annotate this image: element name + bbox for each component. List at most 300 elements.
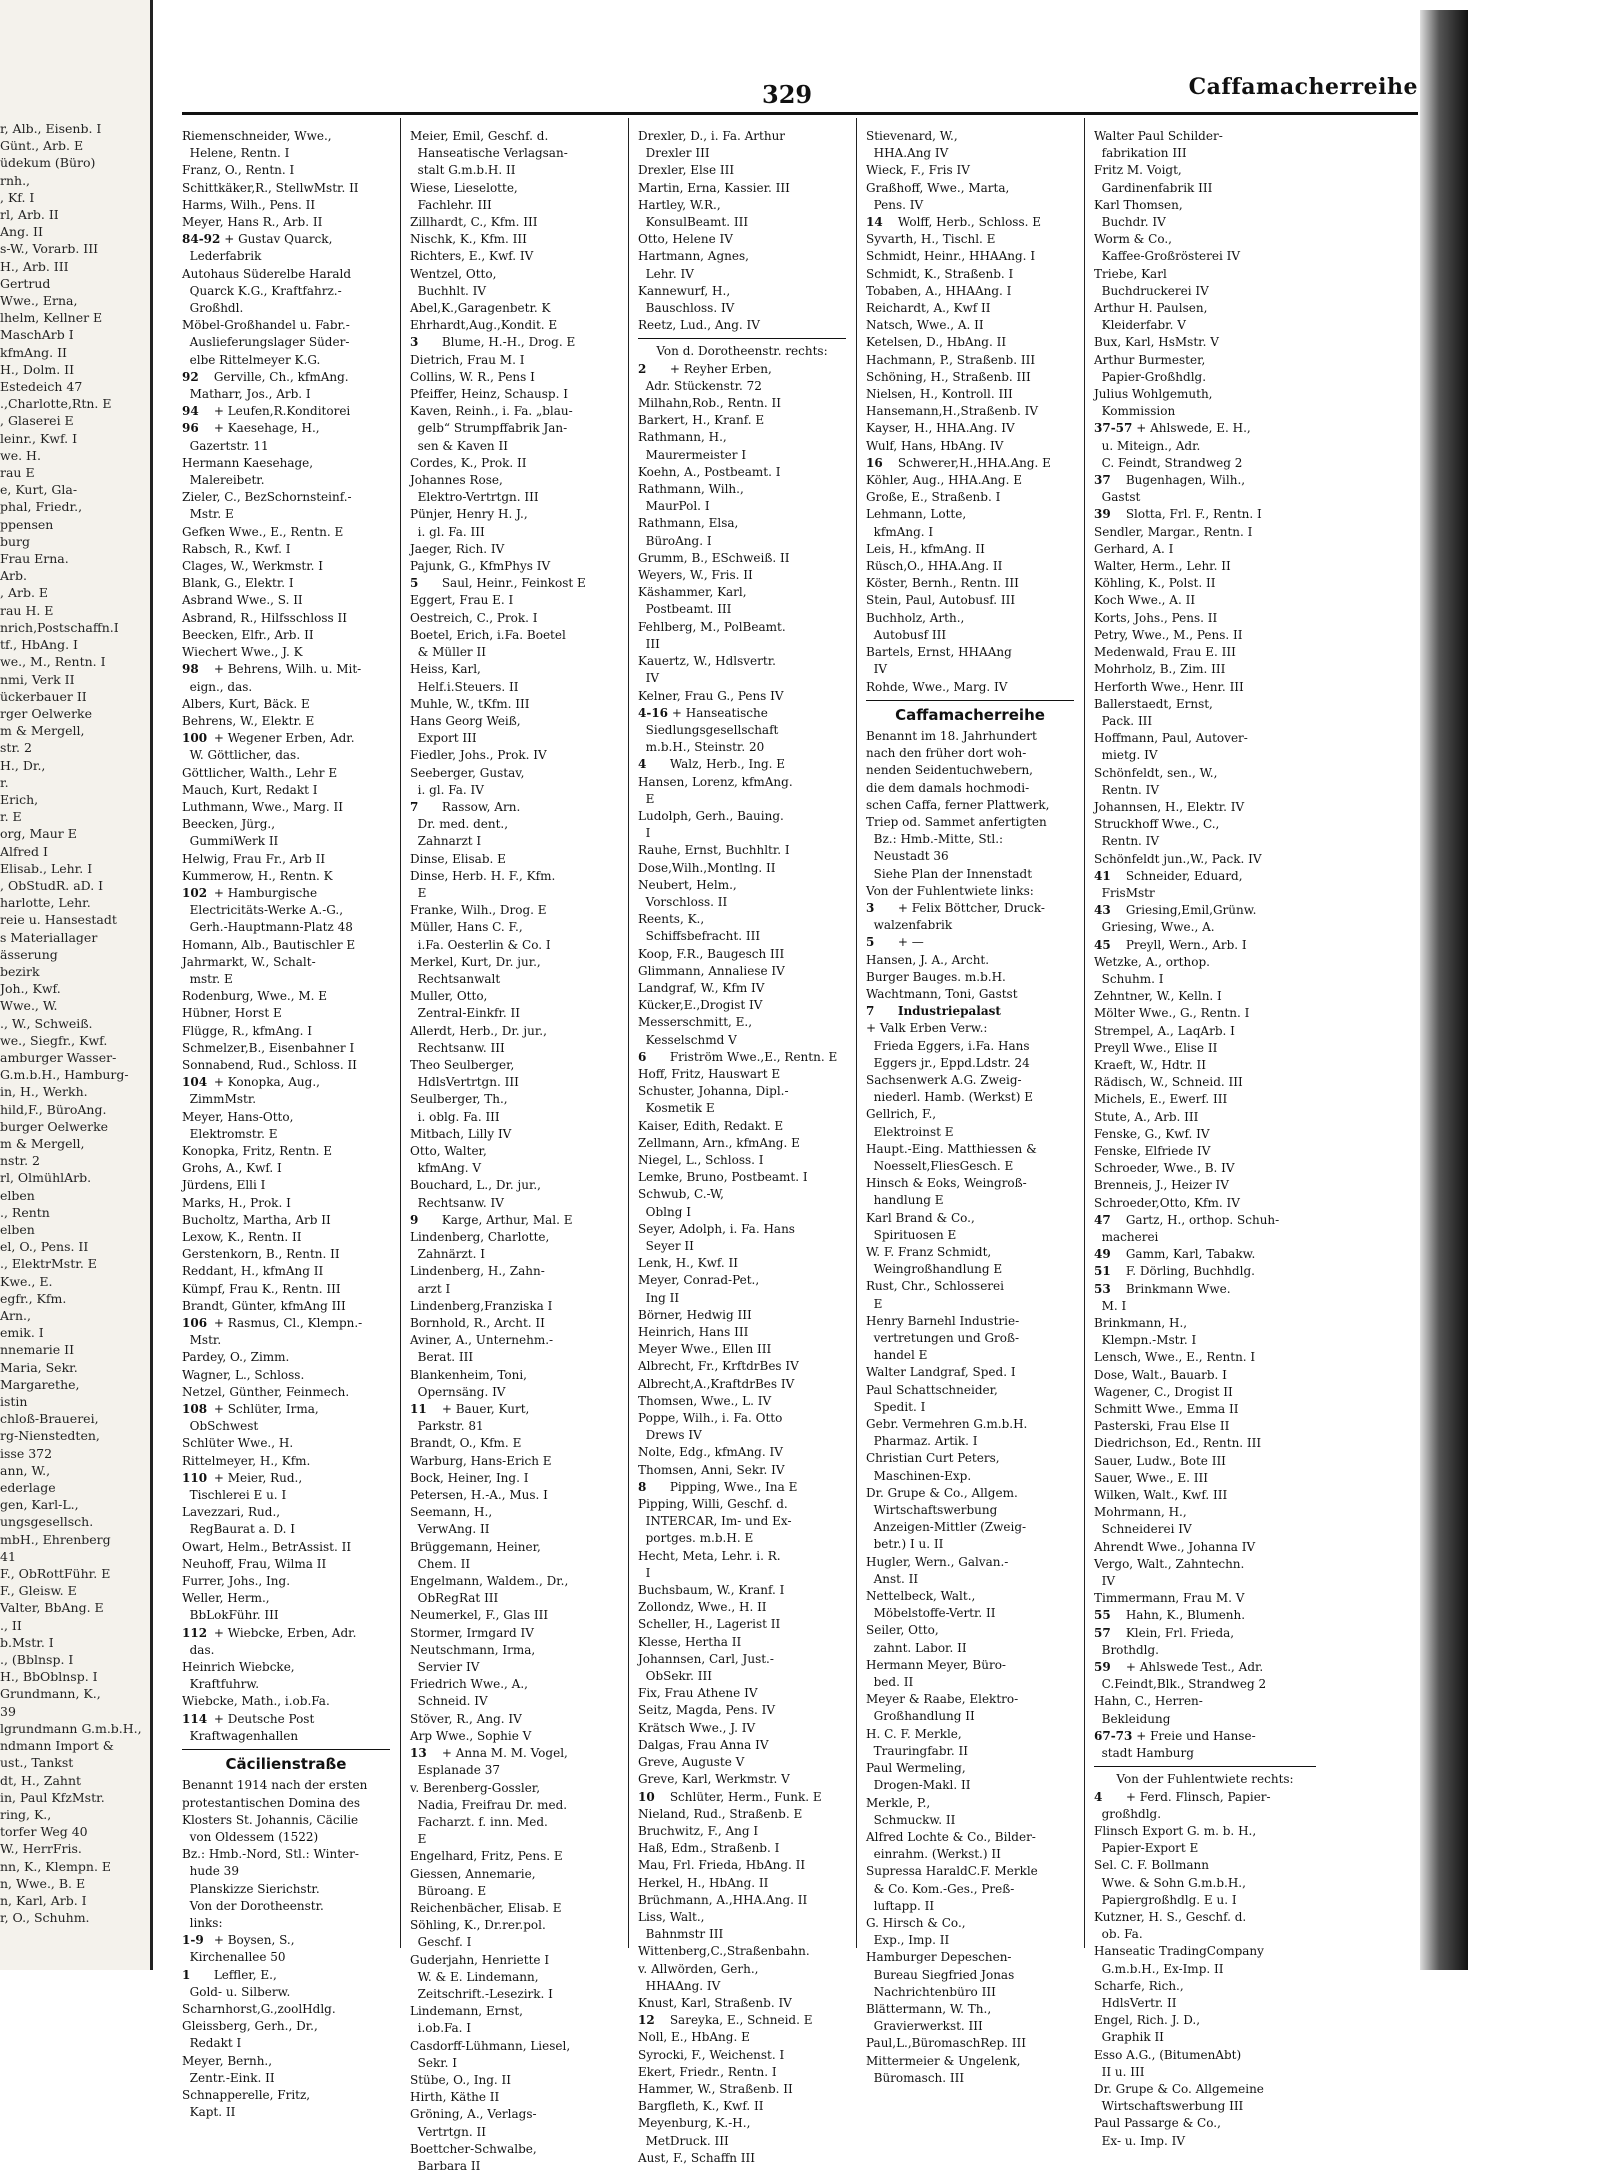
entry-text: Kirchenallee 50: [182, 1950, 286, 1965]
entry-text: Hammer, W., Straßenb. II: [638, 2081, 793, 2096]
directory-entry: [638, 1496, 846, 1513]
directory-entry: [866, 266, 1074, 283]
directory-entry: [410, 1848, 618, 1865]
directory-entry: [638, 1427, 846, 1444]
entry-text: Kaven, Reinh., i. Fa. „blau-: [410, 404, 573, 419]
entry-text: Industriepalast: [897, 1004, 1001, 1019]
entry-text: Zellmann, Arn., kfmAng. E: [638, 1135, 800, 1150]
directory-entry: [638, 1565, 846, 1582]
entry-text: Kümpf, Frau K., Rentn. III: [182, 1281, 341, 1296]
entry-text: Sekr. I: [410, 2055, 458, 2070]
entry-text: Engelmann, Waldem., Dr.,: [410, 1574, 569, 1589]
directory-entry: [638, 248, 846, 265]
directory-entry: [866, 917, 1074, 934]
directory-entry: [866, 1141, 1074, 1158]
entry-text: Knust, Karl, Straßenb. IV: [638, 1995, 792, 2010]
fragment-line: rg-Nienstedten,: [0, 1428, 100, 1444]
directory-entry: [182, 558, 390, 575]
entry-text: Karl Thomsen,: [1094, 197, 1183, 212]
entry-text: Börner, Hedwig III: [638, 1307, 752, 1322]
directory-entry: [182, 1315, 390, 1332]
entry-text: i. gl. Fa. IV: [410, 782, 484, 797]
entry-text: Owart, Helm., BetrAssist. II: [182, 1539, 352, 1554]
directory-entry: [182, 2070, 390, 2087]
directory-entry: [866, 934, 1074, 951]
entry-text: Netzel, Günther, Feinmech.: [182, 1384, 350, 1399]
directory-entry: [182, 1795, 390, 1812]
fragment-line: F., Gleisw. E: [0, 1583, 77, 1599]
directory-entry: [638, 361, 846, 378]
entry-text: + Ferd. Flinsch, Papier-: [1125, 1789, 1271, 1804]
column-4: [866, 128, 1074, 2085]
directory-entry: [182, 1005, 390, 1022]
entry-text: Ahrendt Wwe., Johanna IV: [1094, 1539, 1256, 1554]
entry-text: Gerstenkorn, B., Rentn. II: [182, 1247, 340, 1262]
directory-entry: [1094, 2012, 1316, 2029]
entry-text: C.Feindt,Blk., Strandweg 2: [1094, 1677, 1267, 1692]
house-number: 1-9: [182, 1933, 204, 1948]
entry-text: Schönfeldt, sen., W.,: [1094, 765, 1218, 780]
directory-entry: [410, 1573, 618, 1590]
entry-text: Gold- u. Silberw.: [182, 1984, 291, 1999]
directory-entry: [866, 145, 1074, 162]
entry-text: Schnapperelle, Fritz,: [182, 2087, 311, 2102]
entry-text: + Freie und Hanse-: [1136, 1728, 1256, 1743]
entry-text: Medenwald, Frau E. III: [1094, 645, 1236, 660]
entry-text: Kesselschmd V: [638, 1032, 737, 1047]
entry-text: Elektromstr. E: [182, 1126, 278, 1141]
entry-text: + Kaesehage, H.,: [213, 421, 320, 436]
entry-text: von Oldessem (1522): [182, 1829, 319, 1844]
entry-text: + Ahlswede, E. H.,: [1136, 421, 1251, 436]
fragment-line: in, Paul KfzMstr.: [0, 1789, 105, 1805]
house-number: 67-73: [1094, 1728, 1133, 1743]
entry-text: Heinrich Wiebcke,: [182, 1660, 295, 1675]
entry-text: Meyer Wwe., Ellen III: [638, 1342, 772, 1357]
directory-entry: [866, 1175, 1074, 1192]
directory-entry: [866, 1640, 1074, 1657]
entry-text: i.ob.Fa. I: [410, 2021, 472, 2036]
entry-text: Mohrmann, H.,: [1094, 1505, 1187, 1520]
entry-text: macherei: [1094, 1230, 1159, 1244]
entry-text: Friedrich Wwe., A.,: [410, 1677, 528, 1692]
entry-text: W. Göttlicher, das.: [182, 748, 301, 763]
directory-entry: [182, 162, 390, 179]
directory-entry: [1094, 1875, 1316, 1892]
directory-entry: [638, 1083, 846, 1100]
directory-entry: [182, 1693, 390, 1710]
directory-entry: [182, 679, 390, 696]
directory-entry: [638, 1255, 846, 1272]
house-number: 96: [182, 421, 199, 436]
entry-text: schen Caffa, ferner Plattwerk,: [866, 797, 1050, 812]
entry-text: Drews IV: [638, 1428, 702, 1443]
directory-entry: [182, 1470, 390, 1487]
house-number: 10: [638, 1789, 655, 1804]
entry-text: Gastst: [1094, 490, 1141, 505]
entry-text: nenden Seidentuchwebern,: [866, 763, 1033, 778]
entry-text: Nielsen, H., Kontroll. III: [866, 387, 1013, 402]
directory-entry: [638, 756, 846, 773]
entry-text: + Valk Erben Verw.:: [866, 1021, 988, 1036]
entry-text: Rechtsanw. IV: [410, 1195, 504, 1210]
directory-entry: [866, 420, 1074, 437]
directory-entry: [410, 868, 618, 885]
entry-text: Clages, W., Werkmstr. I: [182, 559, 324, 574]
directory-entry: [182, 506, 390, 523]
entry-text: Hinsch & Eoks, Weingroß-: [866, 1176, 1027, 1191]
entry-text: + Gustav Quarck,: [224, 232, 333, 247]
entry-text: Export III: [410, 731, 477, 746]
entry-text: Schlüter Wwe., H.: [182, 1436, 294, 1451]
directory-entry: [182, 541, 390, 558]
entry-text: walzenfabrik: [866, 918, 953, 933]
house-number: 13: [410, 1746, 427, 1761]
entry-text: Schittkäker,R., StellwMstr. II: [182, 180, 359, 195]
directory-entry: [638, 128, 846, 145]
directory-entry: [1094, 1023, 1316, 1040]
directory-entry: [1094, 1332, 1316, 1349]
directory-entry: [866, 369, 1074, 386]
directory-entry: [866, 1881, 1074, 1898]
entry-text: Gefken Wwe., E., Rentn. E: [182, 524, 344, 539]
directory-entry: [638, 1290, 846, 1307]
entry-text: Kommission: [1094, 404, 1176, 419]
entry-text: stadt Hamburg: [1094, 1746, 1194, 1761]
entry-text: Brüggemann, Heiner,: [410, 1539, 541, 1554]
directory-entry: [866, 1192, 1074, 1209]
fragment-line: F., ObRottFühr. E: [0, 1566, 111, 1582]
entry-text: Fachlehr. III: [410, 197, 492, 212]
entry-text: Triep od. Sammet anfertigten: [866, 814, 1047, 829]
directory-entry: [1094, 2064, 1316, 2081]
entry-text: mietg. IV: [1094, 748, 1158, 763]
directory-entry: [638, 1479, 846, 1496]
directory-entry: [410, 816, 618, 833]
directory-entry: [866, 1468, 1074, 1485]
entry-text: Maschinen-Exp.: [866, 1468, 972, 1483]
entry-text: Koehn, A., Postbeamt. I: [638, 464, 781, 479]
entry-text: Diedrichson, Ed., Rentn. III: [1094, 1436, 1262, 1451]
directory-entry: [410, 369, 618, 386]
directory-entry: [638, 412, 846, 429]
directory-entry: [866, 848, 1074, 865]
directory-entry: [182, 1298, 390, 1315]
house-number: 11: [410, 1402, 427, 1417]
directory-entry: [638, 197, 846, 214]
house-number: 53: [1094, 1281, 1111, 1296]
entry-text: Zentral-Einkfr. II: [410, 1006, 520, 1021]
directory-entry: [638, 1186, 846, 1203]
entry-text: Büroang. E: [410, 1883, 487, 1898]
entry-text: Hamburger Depeschen-: [866, 1950, 1012, 1965]
directory-entry: [182, 747, 390, 764]
entry-text: Mauch, Kurt, Redakt I: [182, 782, 318, 797]
directory-entry: [866, 679, 1074, 696]
house-number: 9: [410, 1212, 419, 1227]
entry-text: Klosters St. Johannis, Cäcilie: [182, 1812, 359, 1827]
directory-entry: [1094, 1539, 1316, 1556]
directory-entry: [1094, 1857, 1316, 1874]
directory-entry: [866, 1657, 1074, 1674]
entry-text: Große, E., Straßenb. I: [866, 490, 1001, 505]
directory-entry: [638, 395, 846, 412]
entry-text: Autohaus Süderelbe Harald: [182, 266, 352, 281]
directory-entry: [1094, 1418, 1316, 1435]
directory-entry: [866, 1416, 1074, 1433]
entry-text: & Co. Kom.-Ges., Preß-: [866, 1881, 1015, 1896]
entry-text: Stein, Paul, Autobusf. III: [866, 593, 1016, 608]
directory-entry: [410, 1109, 618, 1126]
entry-text: M. I: [1094, 1298, 1127, 1313]
directory-entry: [638, 266, 846, 283]
entry-text: Kummerow, H., Rentn. K: [182, 868, 333, 883]
directory-entry: [182, 1829, 390, 1846]
directory-entry: [1094, 1909, 1316, 1926]
entry-text: Kaiser, Edith, Redakt. E: [638, 1118, 784, 1133]
entry-text: Graßhoff, Wwe., Marta,: [866, 180, 1010, 195]
directory-entry: [410, 283, 618, 300]
house-number: 37: [1094, 473, 1111, 488]
directory-entry: [638, 567, 846, 584]
fragment-line: Alfred I: [0, 843, 48, 859]
entry-text: Neuhoff, Frau, Wilma II: [182, 1556, 327, 1571]
entry-text: Schmuckw. II: [866, 1812, 956, 1827]
entry-text: Lehmann, Lotte,: [866, 507, 967, 522]
column-divider: [1084, 118, 1085, 1948]
directory-entry: [182, 180, 390, 197]
entry-text: Schuhm. I: [1094, 971, 1164, 986]
entry-text: I: [638, 826, 651, 841]
fragment-line: ässerung: [0, 946, 58, 962]
column-3: [638, 128, 846, 2165]
house-number: 16: [866, 455, 883, 470]
entry-text: Schmelzer,B., Eisenbahner I: [182, 1040, 355, 1055]
directory-entry: [410, 231, 618, 248]
entry-text: Maurermeister I: [638, 447, 747, 462]
directory-entry: [1094, 868, 1316, 885]
directory-entry: [638, 1840, 846, 1857]
fragment-line: .,Charlotte,Rtn. E: [0, 396, 112, 412]
directory-entry: [866, 1898, 1074, 1915]
directory-entry: [410, 1952, 618, 1969]
entry-text: Planskizze Sierichstr.: [182, 1881, 320, 1896]
directory-entry: [866, 248, 1074, 265]
directory-entry: [638, 1204, 846, 1221]
directory-entry: [182, 782, 390, 799]
entry-text: Schmitt Wwe., Emma II: [1094, 1402, 1239, 1417]
directory-entry: [1094, 1607, 1316, 1624]
directory-entry: [638, 1823, 846, 1840]
directory-entry: [182, 214, 390, 231]
entry-text: Wiechert Wwe., J. K: [182, 645, 303, 660]
entry-text: Schuster, Johanna, Dipl.-: [638, 1084, 789, 1099]
directory-entry: [638, 1978, 846, 1995]
entry-text: + Felix Böttcher, Druck-: [897, 900, 1045, 915]
entry-text: III: [638, 636, 660, 651]
directory-entry: [182, 369, 390, 386]
directory-entry: [410, 162, 618, 179]
directory-entry: [866, 283, 1074, 300]
entry-text: Wagener, C., Drogist II: [1094, 1384, 1233, 1399]
directory-entry: [1094, 2098, 1316, 2115]
directory-entry: [410, 128, 618, 145]
directory-entry: [182, 627, 390, 644]
directory-entry: [410, 197, 618, 214]
directory-entry: [638, 825, 846, 842]
entry-text: Dr. Grupe & Co., Allgem.: [866, 1485, 1018, 1500]
directory-entry: [182, 2001, 390, 2018]
directory-entry: [410, 1126, 618, 1143]
directory-entry: [182, 1932, 390, 1949]
entry-text: Seitz, Magda, Pens. IV: [638, 1703, 776, 1718]
directory-entry: [182, 1384, 390, 1401]
entry-text: Ehrhardt,Aug.,Kondit. E: [410, 318, 558, 333]
directory-entry: [866, 1313, 1074, 1330]
entry-text: Neumerkel, F., Glas III: [410, 1608, 549, 1623]
direction-note: Von d. Dorotheenstr. rechts:: [656, 344, 828, 359]
entry-text: Paul Schattschneider,: [866, 1382, 998, 1397]
entry-text: Frieda Eggers, i.Fa. Hans: [866, 1038, 1030, 1053]
directory-entry: [182, 1332, 390, 1349]
entry-text: Zeitschrift.-Lesezirk. I: [410, 1986, 553, 2001]
directory-entry: [866, 1863, 1074, 1880]
fragment-line: ., ElektrMstr. E: [0, 1256, 97, 1272]
entry-text: Ketelsen, D., HbAng. II: [866, 335, 1007, 350]
directory-entry: [1094, 885, 1316, 902]
fragment-line: ., (Bblnsp. I: [0, 1652, 74, 1668]
directory-entry: [638, 2047, 846, 2064]
entry-text: Rassow, Arn.: [441, 799, 521, 814]
fragment-line: lgrundmann G.m.b.H.,: [0, 1720, 142, 1736]
entry-text: Hecht, Meta, Lehr. i. R.: [638, 1548, 781, 1563]
directory-entry: [866, 1158, 1074, 1175]
entry-text: Brandt, Günter, kfmAng III: [182, 1298, 346, 1313]
entry-text: Papiergroßhdlg. E u. I: [1094, 1892, 1237, 1907]
entry-text: Herkel, H., HbAng. II: [638, 1875, 769, 1890]
fragment-line: elben: [0, 1187, 35, 1203]
directory-entry: [410, 1195, 618, 1212]
entry-text: Wirtschaftswerbung: [866, 1503, 998, 1518]
directory-columns: [182, 118, 1418, 2173]
directory-entry: [410, 1332, 618, 1349]
directory-entry: [1094, 1435, 1316, 1452]
directory-entry: [1094, 1298, 1316, 1315]
directory-entry: [1094, 1642, 1316, 1659]
entry-text: Paul Passarge & Co.,: [1094, 2116, 1221, 2131]
directory-entry: [182, 145, 390, 162]
fragment-line: r, O., Schuhm.: [0, 1910, 90, 1926]
column-1: [182, 128, 390, 2120]
entry-text: Kayser, H., HHA.Ang. IV: [866, 421, 1015, 436]
directory-entry: [1094, 2081, 1316, 2098]
directory-entry: [182, 524, 390, 541]
directory-entry: [866, 986, 1074, 1003]
directory-entry: [1094, 1367, 1316, 1384]
entry-text: Seiler, Otto,: [866, 1623, 939, 1638]
directory-entry: [410, 627, 618, 644]
entry-text: Opernsäng. IV: [410, 1384, 506, 1399]
directory-entry: [638, 2150, 846, 2167]
entry-text: G.m.b.H., Ex-Imp. II: [1094, 1961, 1224, 1976]
directory-entry: [638, 705, 846, 722]
entry-text: zahnt. Labor. II: [866, 1640, 967, 1655]
directory-entry: [410, 403, 618, 420]
directory-entry: [638, 688, 846, 705]
fragment-line: rl, OlmühlArb.: [0, 1170, 92, 1186]
directory-entry: [1094, 919, 1316, 936]
directory-entry: [410, 1934, 618, 1951]
directory-entry: [638, 378, 846, 395]
entry-text: Hermann Meyer, Büro-: [866, 1657, 1006, 1672]
directory-entry: [866, 1588, 1074, 1605]
directory-entry: [182, 1984, 390, 2001]
directory-entry: [866, 1743, 1074, 1760]
directory-entry: [638, 1685, 846, 1702]
entry-text: Mohrholz, B., Zim. III: [1094, 662, 1226, 677]
entry-text: Kannewurf, H.,: [638, 283, 731, 298]
directory-entry: [410, 765, 618, 782]
directory-entry: [866, 1055, 1074, 1072]
entry-text: Warburg, Hans-Erich E: [410, 1453, 552, 1468]
entry-text: Zollondz, Wwe., H. II: [638, 1600, 767, 1615]
entry-text: Benannt im 18. Jahrhundert: [866, 728, 1037, 743]
page-number: 329: [762, 80, 813, 109]
entry-text: Zahnarzt I: [410, 834, 482, 849]
entry-text: Rentn. IV: [1094, 782, 1160, 797]
directory-entry: [410, 472, 618, 489]
directory-entry: [866, 1760, 1074, 1777]
directory-entry: [182, 816, 390, 833]
fragment-line: hild,F., BüroAng.: [0, 1101, 107, 1117]
directory-entry: [410, 1435, 618, 1452]
entry-text: Griesing,Emil,Grünw.: [1125, 903, 1257, 918]
entry-text: Lemke, Bruno, Postbeamt. I: [638, 1170, 808, 1185]
entry-text: Brandt, O., Kfm. E: [410, 1436, 522, 1451]
directory-entry: [638, 584, 846, 601]
entry-text: großhdlg.: [1094, 1806, 1162, 1821]
entry-text: Oblng I: [638, 1204, 691, 1219]
entry-text: I: [638, 1565, 651, 1580]
entry-text: Dr. Grupe & Co. Allgemeine: [1094, 2081, 1264, 2096]
directory-entry: [1094, 1177, 1316, 1194]
entry-text: BbLokFühr. III: [182, 1608, 279, 1623]
directory-entry: [866, 745, 1074, 762]
entry-text: Natsch, Wwe., A. II: [866, 318, 984, 333]
directory-entry: [410, 1040, 618, 1057]
entry-text: Schroeder, Wwe., B. IV: [1094, 1161, 1235, 1176]
directory-entry: [182, 1573, 390, 1590]
entry-text: Brenneis, J., Heizer IV: [1094, 1178, 1229, 1193]
directory-entry: [182, 1023, 390, 1040]
entry-text: Stöver, R., Ang. IV: [410, 1711, 522, 1726]
house-number: 4: [638, 757, 647, 772]
entry-text: Kosmetik E: [638, 1101, 715, 1116]
directory-entry: [1094, 1625, 1316, 1642]
entry-text: Bargfleth, K., Kwf. II: [638, 2099, 764, 2114]
entry-text: Schwub, C.-W,: [638, 1187, 724, 1202]
directory-entry: [410, 730, 618, 747]
directory-entry: [1094, 816, 1316, 833]
directory-entry: [1094, 1091, 1316, 1108]
fragment-line: Frau Erna.: [0, 551, 69, 567]
directory-entry: [638, 842, 846, 859]
entry-text: Marks, H., Prok. I: [182, 1195, 291, 1210]
house-number: 100: [182, 731, 208, 746]
directory-entry: [410, 1470, 618, 1487]
directory-entry: [1094, 1789, 1316, 1806]
entry-text: Bauschloss. IV: [638, 301, 735, 316]
